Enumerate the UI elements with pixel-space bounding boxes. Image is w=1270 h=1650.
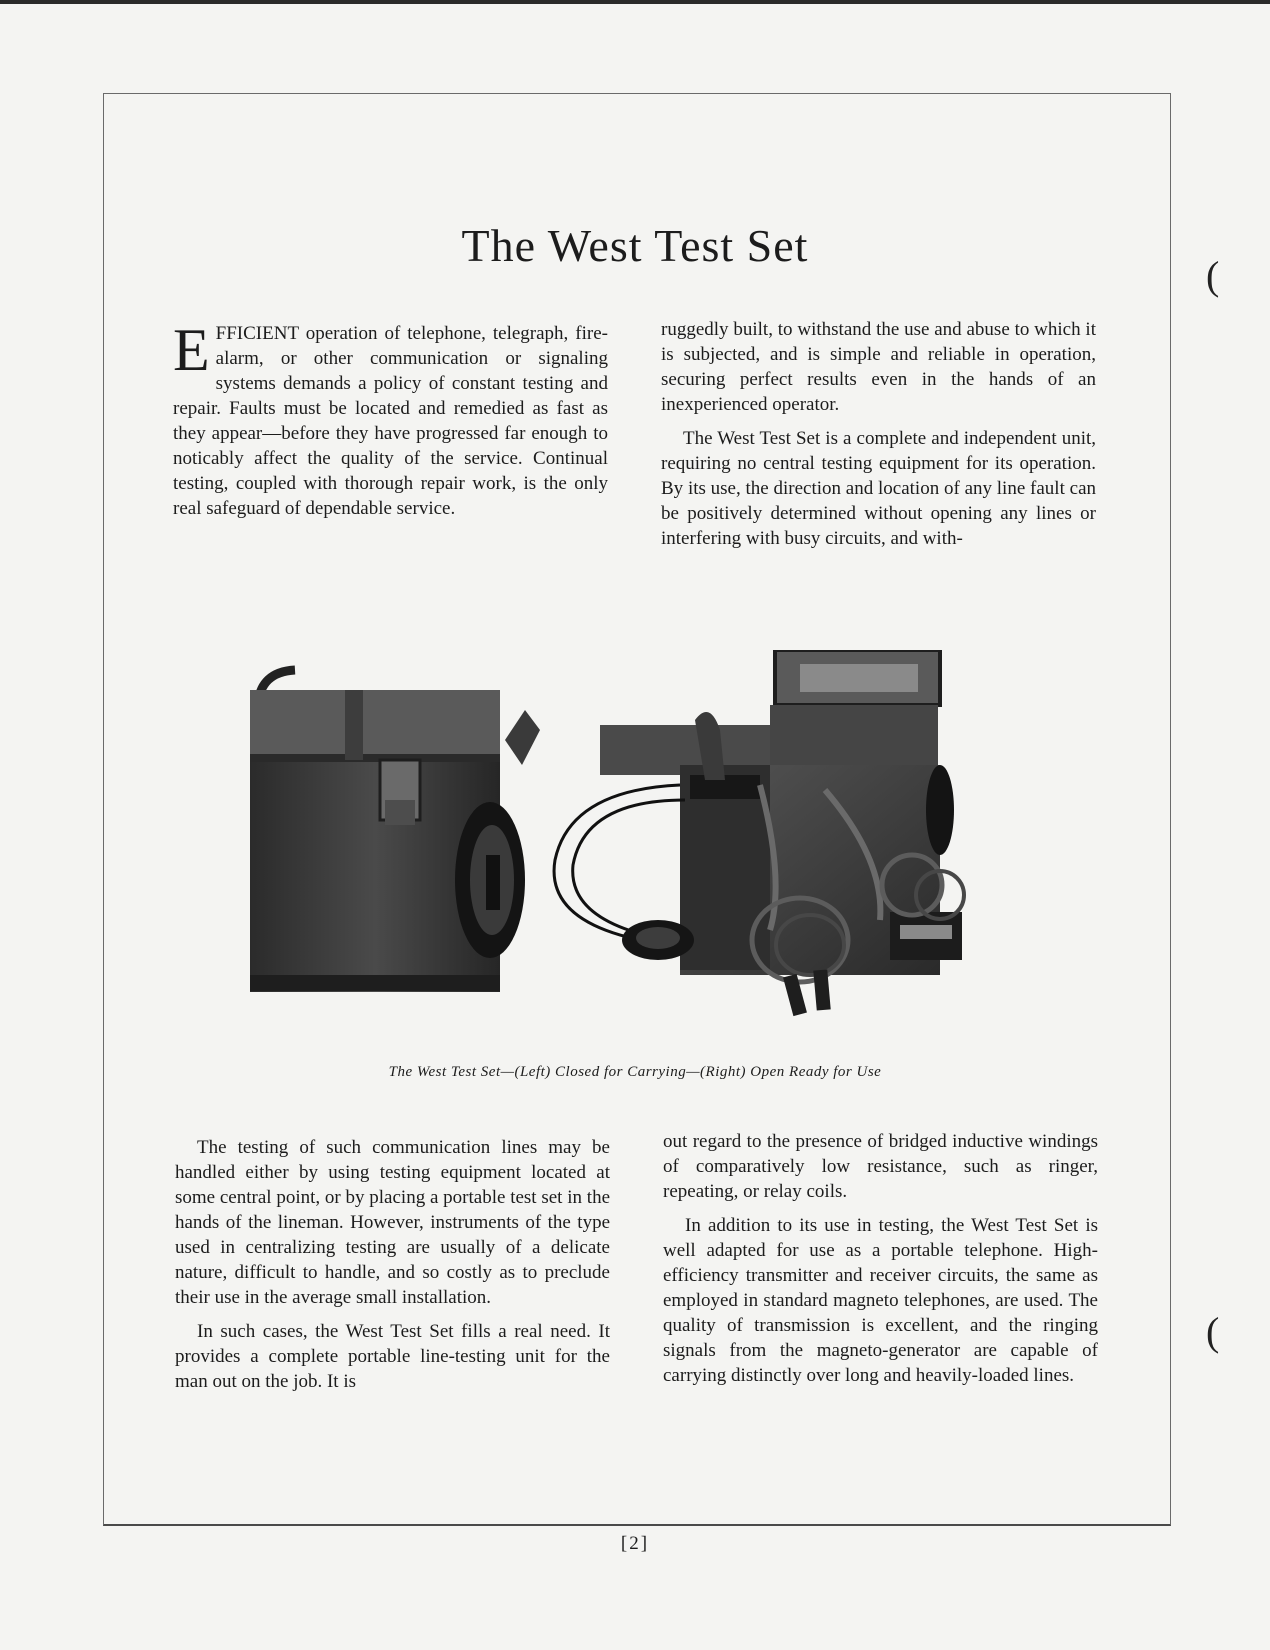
margin-scan-mark: (	[1206, 253, 1220, 298]
test-set-photograph	[240, 650, 1040, 1028]
drop-cap: E	[173, 317, 210, 383]
body-paragraph: In such cases, the West Test Set fills a real need. It provides a complete portable line-testing unit for the man out on the job. It is	[175, 1321, 610, 1392]
page-number: [2]	[620, 1533, 650, 1554]
scan-top-edge	[0, 0, 1270, 4]
intro-paragraph-text: FFICIENT operation of telephone, telegraph, fire-alarm, or other communication or signaling systems demands a policy of constant testing and repair. Faults must be located and remedied as fast as they appear—before they have progressed far enough to noticably affect the quality of the service. Continual testing, coupled with thorough repair work, is the only real safeguard of dependable service.	[173, 323, 608, 519]
left-column-bottom	[175, 1135, 610, 1403]
closed-test-set-image	[250, 670, 540, 992]
body-paragraph: The testing of such communication lines may be handled either by using testing equipment located at some central point, or by placing a portable test set in the hands of the lineman. However, instruments of the type used in centralizing testing are usually of a delicate nature, difficult to handle, and so costly as to preclude their use in the average small installation.	[175, 1137, 610, 1308]
body-paragraph: ruggedly built, to withstand the use and abuse to which it is subjected, and is simple and reliable in operation, securing perfect results even in the hands of an inexperienced operator.	[661, 319, 1096, 415]
body-paragraph: In addition to its use in testing, the West Test Set is well adapted for use as a portable telephone. High-efficiency transmitter and receiver circuits, the same as employed in standard magneto telephones, are used. The quality of transmission is excellent, and the ringing signals from the magneto-generator are capable of carrying distinctly over long and heavily-loaded lines.	[663, 1215, 1098, 1386]
right-column-bottom	[663, 1129, 1098, 1397]
body-paragraph: out regard to the presence of bridged inductive windings of comparatively low resistance, such as ringer, repeating, or relay coils.	[663, 1131, 1098, 1202]
page-title: The West Test Set	[461, 219, 809, 271]
figure-caption: The West Test Set—(Left) Closed for Carrying—(Right) Open Ready for Use	[388, 1064, 882, 1080]
margin-scan-mark: (	[1206, 1309, 1220, 1354]
intro-paragraph	[173, 317, 608, 521]
open-test-set-image	[554, 650, 964, 1016]
right-column-top	[661, 317, 1096, 560]
body-paragraph: The West Test Set is a complete and independent unit, requiring no central testing equipment for its operation. By its use, the direction and location of any line fault can be positively determined without opening any lines or interfering with busy circuits, and with-	[661, 428, 1096, 549]
intro-column	[173, 317, 608, 530]
